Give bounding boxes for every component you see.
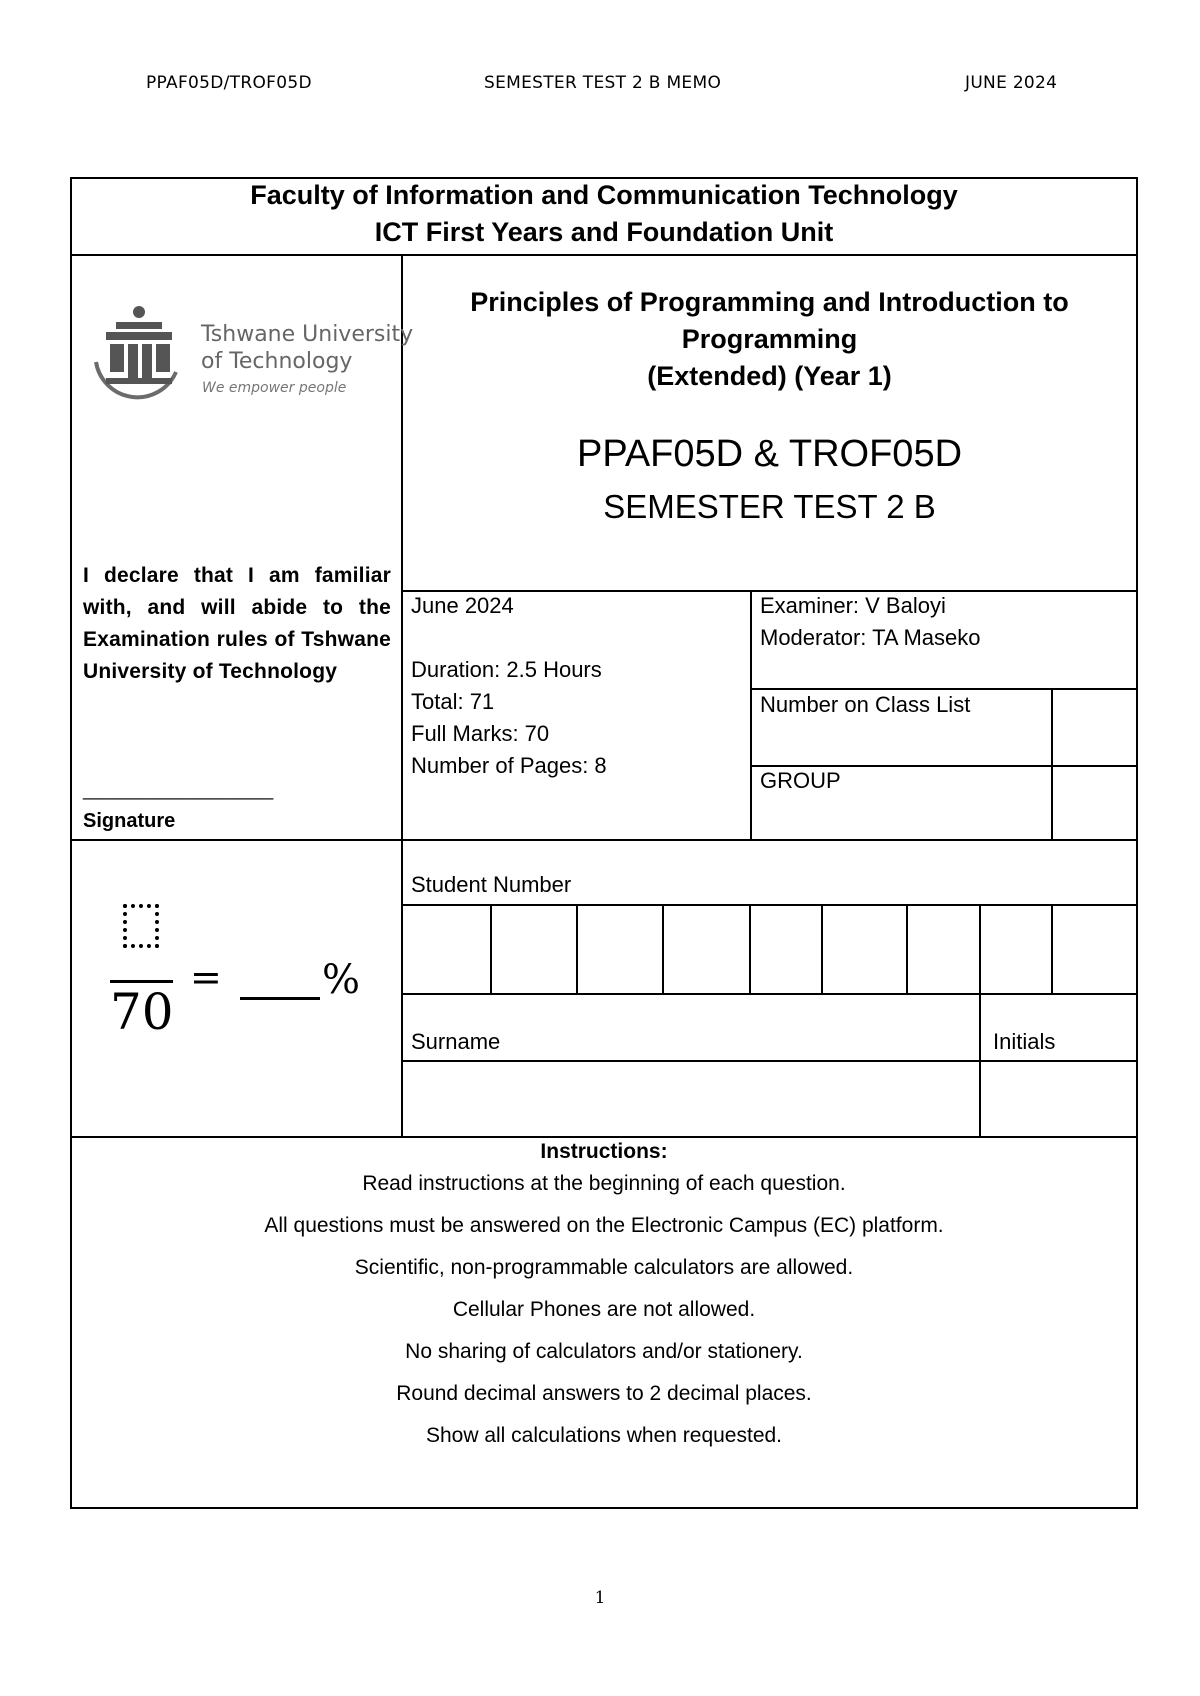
course-codes: PPAF05D & TROF05D	[576, 433, 963, 475]
declaration-text: I declare that I am familiar with, and will abide to the Examination rules of Tshwane University of Technology	[83, 564, 391, 683]
page-number: 1	[594, 1588, 606, 1608]
instruction-item: No sharing of calculators and/or stationery.	[405, 1340, 803, 1363]
instruction-item: Show all calculations when requested.	[425, 1424, 783, 1447]
instructions-heading: Instructions:	[540, 1140, 668, 1163]
instruction-item: Cellular Phones are not allowed.	[452, 1298, 756, 1321]
initials-label: Initials	[993, 1029, 1056, 1054]
header-left: PPAF05D/TROF05D	[146, 73, 312, 93]
university-logo	[86, 302, 414, 412]
score-denominator: 70	[110, 983, 174, 1041]
course-title-line2: Programming	[681, 324, 858, 354]
instruction-item: Scientific, non-programmable calculators are allowed.	[354, 1256, 854, 1279]
test-full-marks: Full Marks: 70	[411, 721, 550, 746]
score-equals: =	[190, 955, 222, 999]
test-pages: Number of Pages: 8	[411, 753, 607, 778]
student-number-label: Student Number	[411, 872, 572, 897]
logo-name-line1: Tshwane University	[201, 322, 414, 347]
unit-name: ICT First Years and Foundation Unit	[374, 217, 834, 247]
score-placeholder-box[interactable]	[123, 904, 159, 948]
group-field[interactable]	[1053, 767, 1136, 839]
logo-name-line2: of Technology	[201, 349, 353, 374]
logo-tagline: We empower people	[202, 380, 347, 396]
class-list-field[interactable]	[1053, 690, 1136, 765]
header-right: JUNE 2024	[965, 73, 1058, 93]
group-label: GROUP	[760, 768, 841, 793]
course-title-line1: Principles of Programming and Introduction to	[470, 287, 1069, 317]
student-number-field[interactable]	[403, 906, 1136, 993]
test-name: SEMESTER TEST 2 B	[603, 488, 936, 525]
surname-label: Surname	[411, 1029, 501, 1054]
instruction-item: Round decimal answers to 2 decimal places.	[396, 1382, 812, 1405]
examiner: Examiner: V Baloyi	[760, 593, 946, 618]
class-list-label: Number on Class List	[760, 692, 971, 717]
initials-field[interactable]	[981, 1062, 1136, 1136]
signature-label: Signature	[83, 810, 176, 832]
signature-line: ___________________	[83, 780, 274, 800]
score-percent: %	[322, 957, 361, 1003]
course-title-line3: (Extended) (Year 1)	[647, 361, 892, 391]
header-center: SEMESTER TEST 2 B MEMO	[484, 73, 722, 93]
percent-blank[interactable]	[240, 997, 320, 1000]
surname-field[interactable]	[403, 1062, 978, 1136]
test-total: Total: 71	[411, 689, 495, 714]
instruction-item: Read instructions at the beginning of each question.	[362, 1172, 846, 1195]
test-date: June 2024	[411, 593, 514, 618]
faculty-name: Faculty of Information and Communication Technology	[250, 180, 958, 210]
tut-emblem-icon	[86, 302, 186, 412]
moderator: Moderator: TA Maseko	[760, 625, 981, 650]
test-duration: Duration: 2.5 Hours	[411, 657, 602, 682]
instruction-item: All questions must be answered on the Electronic Campus (EC) platform.	[264, 1214, 944, 1237]
